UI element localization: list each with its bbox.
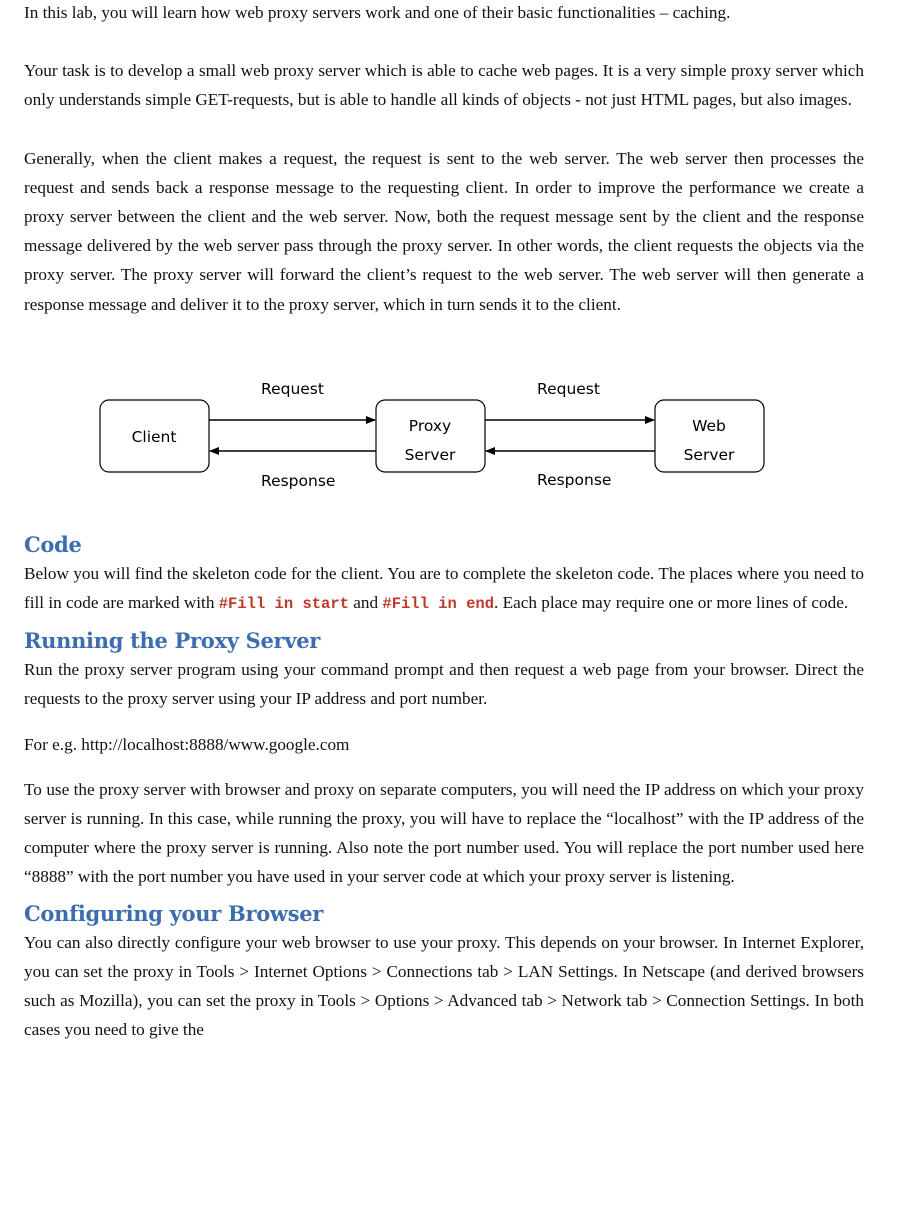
heading-code: Code: [24, 531, 82, 557]
label-web-line2: Server: [683, 445, 735, 464]
intro-paragraph-3: Generally, when the client makes a request, the request is sent to the web server. The web server then processes the request and sends back a response message to the requesting client. In order to improve the performance we create a proxy server between the client and the web server. Now, both the request message sent by the client and the response message delivered by the web server pass through the proxy server. In other words, the client requests the objects via the proxy server. The proxy server will forward the client’s request to the web server. The web server will then generate a response message and deliver it to the proxy server, which in turn sends it to the client.: [24, 148, 864, 314]
label-request-left: Request: [261, 379, 324, 398]
document-page: [24, 0, 864, 1044]
label-web-line1: Web: [692, 416, 726, 435]
label-client: Client: [131, 427, 177, 446]
proxy-flow-svg: [24, 339, 864, 531]
code-text-before: Below you will find the skeleton code for the client. You are to complete the skeleton code. The places where you need to fill in code are marked with: [24, 563, 864, 613]
code-text-after: . Each place may require one or more lines of code.: [494, 593, 849, 613]
intro-paragraph-2: Your task is to develop a small web proxy server which is able to cache web pages. It is a very simple proxy server which only understands simple GET-requests, but is able to handle all kinds of objects - not just HTML pages, but also images.: [24, 61, 864, 110]
running-paragraph-2: To use the proxy server with browser and proxy on separate computers, you will need the IP address on which your proxy server is running. In this case, while running the proxy, you will have to replace the “localhost” with the IP address of the computer where the proxy server is running. Also note the port number used. You will replace the port number used here “8888” with the port number you have used in your server code at which your proxy server is listening.: [24, 779, 864, 887]
label-proxy-line2: Server: [404, 445, 456, 464]
label-response-right: Response: [537, 470, 612, 489]
browser-paragraph-1: You can also directly configure your web browser to use your proxy. This depends on your browser. In Internet Explorer, you can set the proxy in Tools > Internet Options > Connections tab > LAN Settings. In Netscape (and derived browsers such as Mozilla), you can set the proxy in Tools > Options > Advanced tab > Network tab > Connection Settings. In both cases you need to give the: [24, 932, 864, 1040]
code-paragraph: [24, 559, 864, 619]
running-example: For e.g. http://localhost:8888/www.google.com: [24, 734, 350, 754]
running-paragraph-1: Run the proxy server program using your command prompt and then request a web page from your browser. Direct the requests to the proxy server using your IP address and port number.: [24, 660, 864, 709]
heading-configuring-browser: Configuring your Browser: [24, 900, 324, 926]
label-request-right: Request: [537, 379, 600, 398]
label-response-left: Response: [261, 471, 336, 490]
heading-running-proxy: Running the Proxy Server: [24, 628, 321, 654]
fill-in-start-marker: #Fill in start: [218, 595, 349, 614]
fill-in-end-marker: #Fill in end: [382, 595, 495, 614]
code-text-middle: and: [348, 593, 383, 613]
label-proxy-line1: Proxy: [408, 416, 452, 435]
proxy-flow-diagram: [24, 339, 864, 531]
intro-paragraph-1: In this lab, you will learn how web proxy servers work and one of their basic functionalities – caching.: [24, 3, 731, 22]
